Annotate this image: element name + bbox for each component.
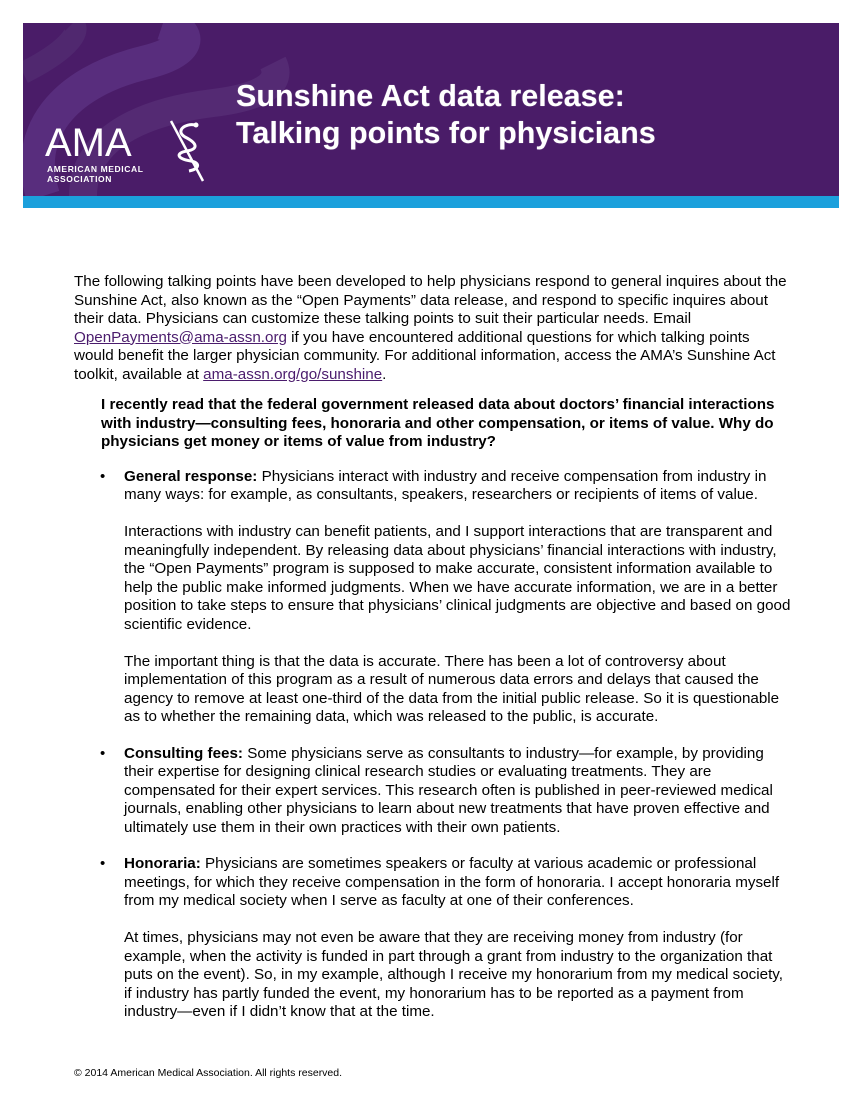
- intro-text-1: The following talking points have been developed to help physicians respond to general inquires about the Sunshine Act, also known as the “Open Payments” data release, and respond to specific inquires about their data. Physicians can customize these talking points to suit their particular needs. Email: [74, 273, 787, 327]
- staff-of-aesculapius-icon: [165, 117, 209, 183]
- copyright-footer: © 2014 American Medical Association. All rights reserved.: [74, 1067, 343, 1079]
- bullet-paragraph: [124, 855, 794, 911]
- bullet-paragraph: The important thing is that the data is accurate. There has been a lot of controversy about implementation of this program as a result of numerous data errors and delays that caused the agency to remove at least one-third of the data from the initial public release. So it is questionable as to whether the remaining data, which was released to the public, is accurate.: [124, 652, 780, 725]
- toolkit-link[interactable]: ama-assn.org/go/sunshine: [203, 365, 383, 383]
- intro-paragraph: [74, 273, 790, 384]
- email-link[interactable]: OpenPayments@ama-assn.org: [74, 328, 287, 346]
- bullet-text: Physicians are sometimes speakers or faculty at various academic or professional meetings, for which they receive compensation in the form of honoraria. I accept honoraria myself from my medical society when I serve as faculty at one of their conferences.: [124, 855, 780, 909]
- bullet-paragraph: [124, 468, 794, 505]
- banner-accent-strip: [23, 196, 839, 208]
- logo-subtitle: [47, 164, 143, 184]
- bullet-icon: •: [100, 744, 106, 762]
- ama-logo: [45, 123, 225, 193]
- list-item-honoraria: [74, 855, 794, 1022]
- intro-text-3: .: [382, 365, 387, 383]
- list-item-consulting-fees: [74, 745, 794, 838]
- bullet-text: Some physicians serve as consultants to industry—for example, by providing their expertise for designing clinical research studies or evaluating treatments. They are compensated for their expert services. This research often is published in peer-reviewed medical journals, enabling other physicians to learn about new treatments that have proven effective and ultimately use them in their own practices with their own patients.: [124, 744, 773, 836]
- header-banner: [23, 23, 839, 208]
- bullet-paragraph: [124, 745, 794, 838]
- page-title: [236, 78, 656, 152]
- title-line-1: Sunshine Act data release:: [236, 79, 625, 113]
- document-body: [74, 273, 794, 1040]
- bullet-paragraph: Interactions with industry can benefit patients, and I support interactions that are transparent and meaningfully independent. By releasing data about physicians’ financial interactions with industry, the “Open Payments” program is supposed to make accurate, consistent information available to help the public make informed judgments. When we have accurate information, we are in a better position to take steps to ensure that physicians’ clinical judgments are objective and based on good scientific evidence.: [124, 523, 791, 633]
- talking-points-list: [74, 468, 794, 1022]
- list-item-general-response: [74, 468, 794, 727]
- bullet-paragraph: At times, physicians may not even be aware that they are receiving money from industry (for example, when the activity is funded in part through a grant from industry to the organization that puts on the event). So, in my example, although I receive my honorarium from my medical society, if industry has partly funded the event, my honorarium has to be reported as a payment from industry—even if I didn’t know that at the time.: [124, 929, 783, 1020]
- bullet-text: Physicians interact with industry and receive compensation from industry in many ways: for example, as consultants, speakers, researchers or recipients of items of value.: [124, 467, 767, 503]
- logo-wordmark: AMA: [45, 121, 132, 165]
- bullet-lead: Consulting fees:: [124, 744, 243, 762]
- bullet-icon: •: [100, 855, 106, 872]
- question-heading: I recently read that the federal government released data about doctors’ financial interactions with industry—consulting fees, honoraria and other compensation, or items of value. Why do physicians get money or items of value from industry?: [101, 396, 775, 450]
- logo-subtitle-line2: ASSOCIATION: [47, 174, 113, 184]
- bullet-lead: General response:: [124, 467, 258, 485]
- logo-subtitle-line1: AMERICAN MEDICAL: [47, 164, 144, 174]
- title-line-2: Talking points for physicians: [236, 116, 656, 150]
- bullet-icon: •: [100, 467, 106, 485]
- intro-text-2: if you have encountered additional questions for which talking points would benefit the larger physician community. For additional information, access the AMA’s Sunshine Act toolkit, available at: [74, 328, 776, 383]
- bullet-lead: Honoraria:: [124, 855, 201, 872]
